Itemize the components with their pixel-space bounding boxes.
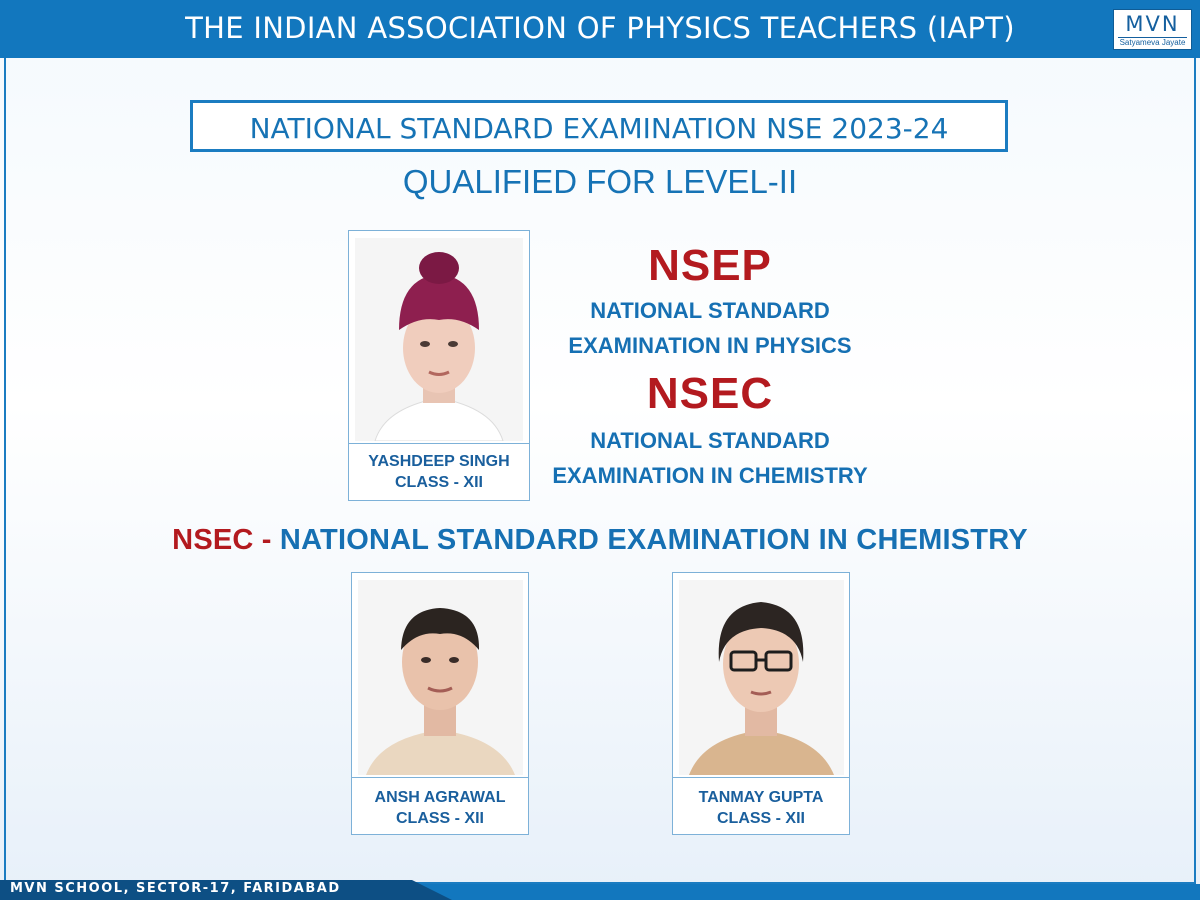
footer-school-address: MVN SCHOOL, SECTOR-17, FARIDABAD (10, 881, 341, 896)
logo-text: MVN (1125, 12, 1180, 36)
student-name: YASHDEEP SINGH (368, 453, 510, 470)
student-portrait-icon (355, 238, 523, 441)
qualified-subtitle: QUALIFIED FOR LEVEL-II (402, 163, 798, 200)
student-class: CLASS - XII (394, 474, 483, 491)
exam-title-box (190, 100, 1008, 152)
chemistry-section-heading (0, 524, 1200, 557)
student-photo (358, 580, 523, 775)
exam-title: NATIONAL STANDARD EXAMINATION NSE 2023-24 (249, 112, 949, 145)
student-card-yashdeep (348, 230, 530, 501)
student-caption (673, 777, 849, 835)
student-class: CLASS - XII (395, 810, 484, 827)
student-card-tanmay (672, 572, 850, 835)
heading-separator: - (253, 524, 280, 556)
exam-fullname-line: NATIONAL STANDARD (590, 298, 830, 323)
student-caption (352, 777, 528, 835)
exam-fullname-nsep (540, 293, 880, 363)
student-photo (679, 580, 844, 775)
exam-code-nsep: NSEP (648, 241, 772, 290)
student-photo (355, 238, 523, 441)
exam-fullname-line: EXAMINATION IN CHEMISTRY (552, 463, 868, 488)
logo-tagline: Satyameva Jayate (1119, 38, 1186, 47)
student-name: ANSH AGRAWAL (374, 789, 506, 806)
chemistry-code: NSEC (172, 524, 254, 556)
student-class: CLASS - XII (716, 810, 805, 827)
exam-fullname-nsec (540, 423, 880, 493)
exam-code-nsec: NSEC (646, 369, 774, 418)
exam-fullname-line: NATIONAL STANDARD (590, 428, 830, 453)
header-title: THE INDIAN ASSOCIATION OF PHYSICS TEACHERS (IAPT) (185, 11, 1015, 45)
chemistry-title: NATIONAL STANDARD EXAMINATION IN CHEMISTRY (279, 524, 1028, 556)
student-caption (349, 443, 529, 501)
student-portrait-icon (358, 580, 523, 775)
mvn-logo (1113, 9, 1192, 50)
student-portrait-icon (679, 580, 844, 775)
student-card-ansh (351, 572, 529, 835)
exam-fullname-line: EXAMINATION IN PHYSICS (568, 333, 852, 358)
student-name: TANMAY GUPTA (698, 789, 824, 806)
